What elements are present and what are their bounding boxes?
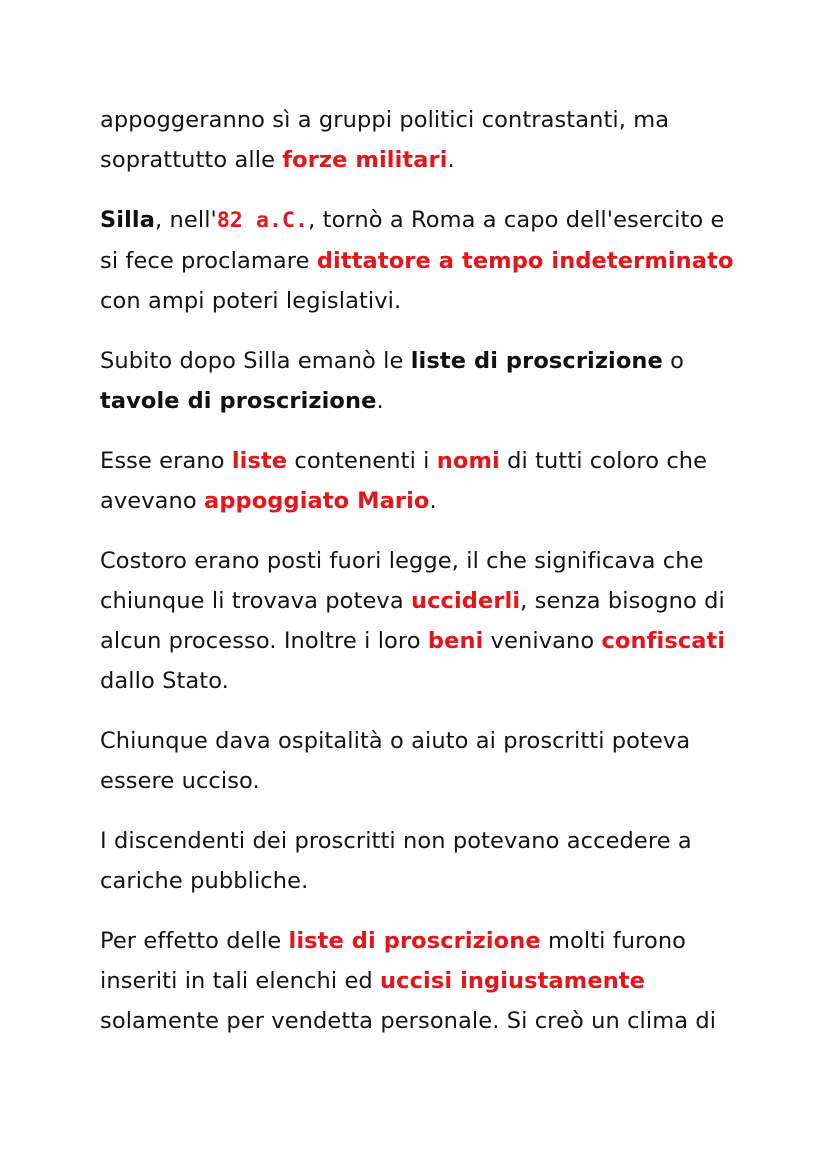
highlight-ucciderli: ucciderli bbox=[410, 588, 521, 614]
bold-tavole-di-proscrizione: tavole di proscrizione bbox=[100, 388, 377, 414]
paragraph-5: Costoro erano posti fuori legge, il che significava che chiunque li trovava poteva ucciderli, senza bisogno di alcun processo. Inoltre i loro beni venivano confiscati dallo Stato. bbox=[100, 548, 726, 694]
highlight-appoggiato-mario: appoggiato Mario bbox=[204, 488, 430, 514]
highlight-date: 82 a.C. bbox=[216, 208, 309, 233]
bold-silla: Silla bbox=[100, 207, 156, 233]
bold-liste-di-proscrizione: liste di proscrizione bbox=[410, 348, 663, 374]
highlight-confiscati: confiscati bbox=[601, 628, 726, 654]
paragraph-3: Subito dopo Silla emanò le liste di proscrizione o tavole di proscrizione. bbox=[100, 348, 685, 414]
paragraph-8: Per effetto delle liste di proscrizione molti furono inseriti in tali elenchi ed uccisi ingiustamente solamente per vendetta personale. Si creò un clima di bbox=[100, 928, 717, 1034]
paragraph-6: Chiunque dava ospitalità o aiuto ai proscritti poteva essere ucciso. bbox=[100, 728, 691, 794]
paragraph-7: I discendenti dei proscritti non potevano accedere a cariche pubbliche. bbox=[100, 828, 692, 894]
document-body bbox=[100, 100, 740, 1061]
highlight-liste-di-proscrizione: liste di proscrizione bbox=[288, 928, 541, 954]
paragraph-2: Silla, nell'82 a.C., tornò a Roma a capo dell'esercito e si fece proclamare dittatore a tempo indeterminato con ampi poteri legislativi. bbox=[100, 207, 734, 314]
paragraph-4: Esse erano liste contenenti i nomi di tutti coloro che avevano appoggiato Mario. bbox=[100, 448, 708, 514]
highlight-forze-militari: forze militari bbox=[282, 147, 448, 173]
highlight-dittatore: dittatore a tempo indeterminato bbox=[316, 248, 734, 274]
paragraph-1: appoggeranno sì a gruppi politici contrastanti, ma soprattutto alle forze militari. bbox=[100, 107, 670, 173]
highlight-uccisi-ingiustamente: uccisi ingiustamente bbox=[380, 968, 646, 994]
highlight-beni: beni bbox=[427, 628, 484, 654]
highlight-nomi: nomi bbox=[436, 448, 500, 474]
highlight-liste: liste bbox=[231, 448, 288, 474]
